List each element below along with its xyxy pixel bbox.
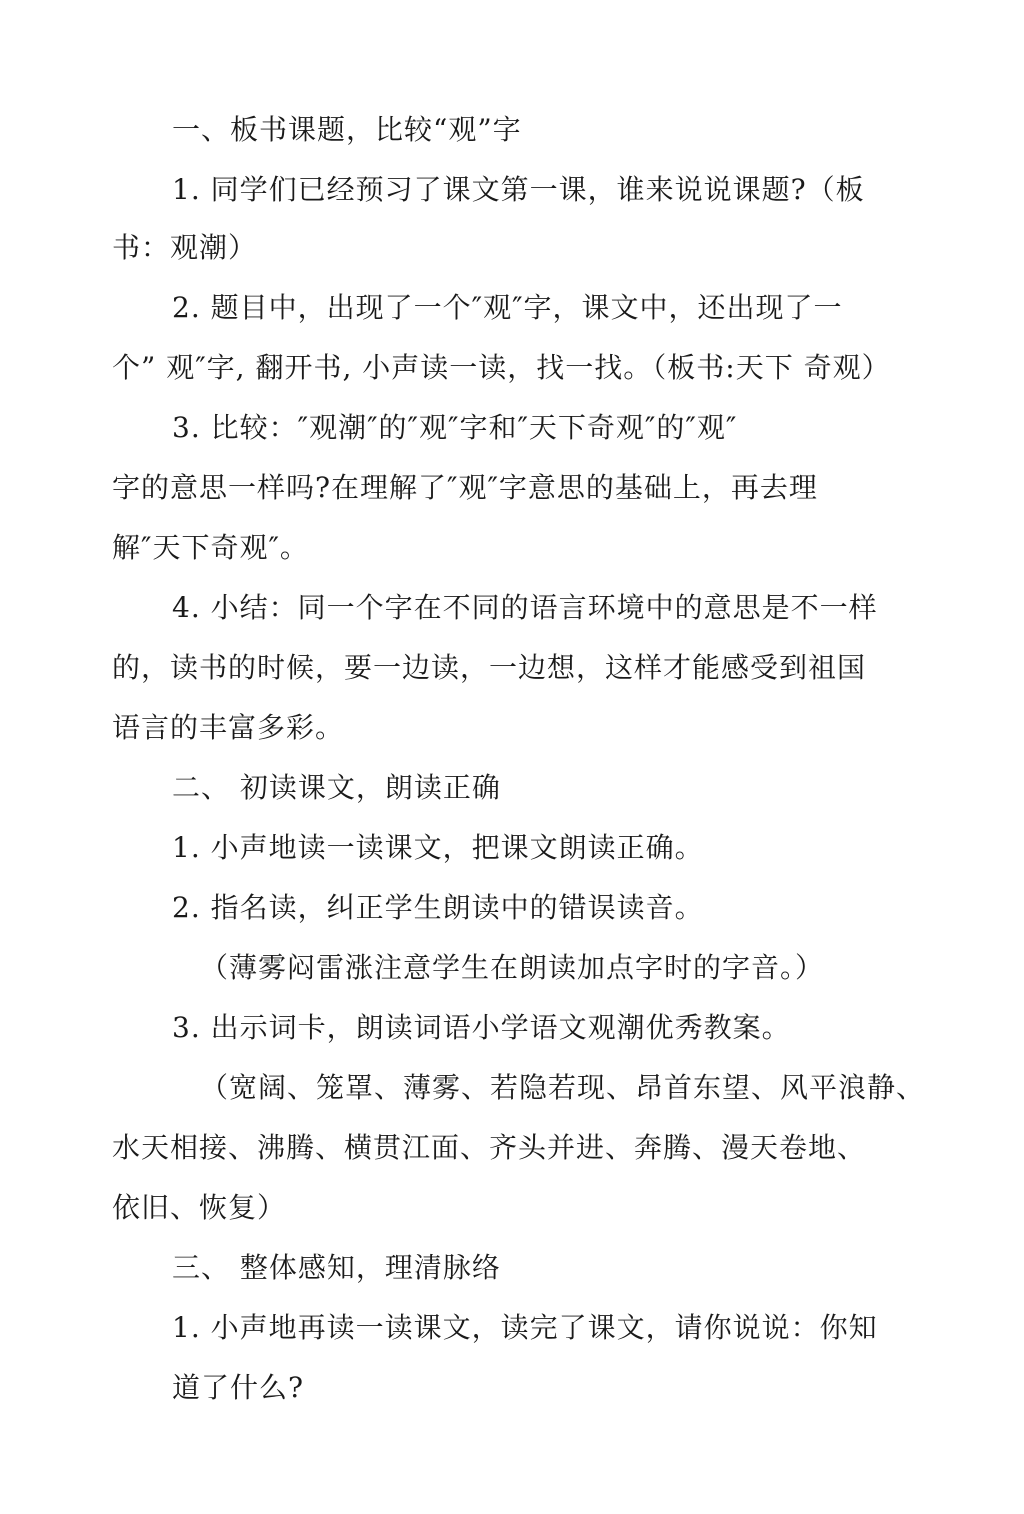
section-heading-3: 三、 整体感知，理清脉络 — [172, 1251, 501, 1284]
vocabulary-list-line: 依旧、恢复） — [112, 1191, 287, 1224]
paragraph-line: 1. 同学们已经预习了课文第一课，谁来说说课题?（板 — [172, 173, 865, 206]
vocabulary-list-line: 水天相接、沸腾、横贯江面、齐头并进、奔腾、漫天卷地、 — [112, 1131, 867, 1164]
section-heading-2: 二、 初读课文，朗读正确 — [172, 771, 501, 804]
paragraph-line: 4. 小结：同一个字在不同的语言环境中的意思是不一样 — [172, 591, 878, 624]
section-heading-1: 一、板书课题，比较“观”字 — [172, 113, 522, 146]
paragraph-line: 3. 出示词卡，朗读词语小学语文观潮优秀教案。 — [172, 1011, 791, 1044]
paragraph-line: 2. 指名读，纠正学生朗读中的错误读音。 — [172, 891, 704, 924]
paragraph-line: 书：观潮） — [112, 231, 258, 264]
paragraph-line: 个” 观″字, 翻开书, 小声读一读，找一找。（板书:天下 奇观） — [112, 351, 891, 384]
paragraph-line: 字的意思一样吗?在理解了″观″字意思的基础上，再去理 — [112, 471, 818, 504]
paragraph-line: 1. 小声地读一读课文，把课文朗读正确。 — [172, 831, 704, 864]
vocabulary-list-line: （宽阔、笼罩、薄雾、若隐若现、昂首东望、风平浪静、 — [200, 1071, 926, 1104]
paragraph-line: （薄雾闷雷涨注意学生在朗读加点字时的字音。） — [200, 951, 825, 984]
paragraph-line: 解″天下奇观″。 — [112, 531, 309, 564]
paragraph-line: 语言的丰富多彩。 — [112, 711, 345, 744]
paragraph-line: 2. 题目中，出现了一个″观″字，课文中，还出现了一 — [172, 291, 843, 324]
paragraph-line: 道了什么? — [172, 1371, 305, 1404]
paragraph-line: 的，读书的时候，要一边读，一边想，这样才能感受到祖国 — [112, 651, 867, 684]
paragraph-line: 3. 比较：″观潮″的″观″字和″天下奇观″的″观″ — [172, 411, 738, 444]
paragraph-line: 1. 小声地再读一读课文，读完了课文，请你说说：你知 — [172, 1311, 878, 1344]
